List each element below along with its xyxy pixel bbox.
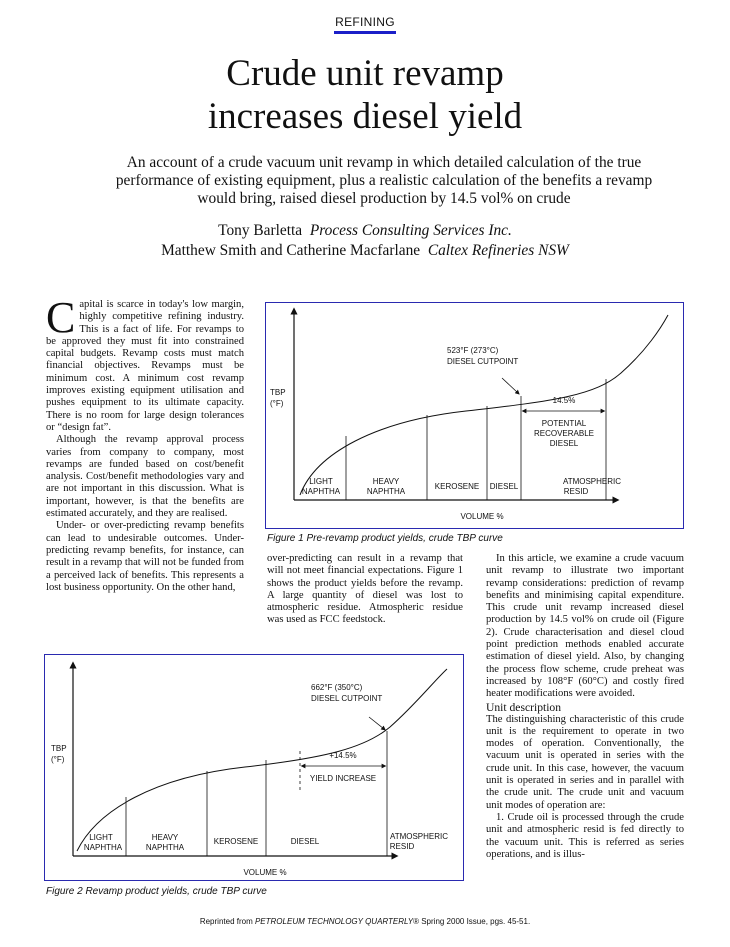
cutpoint-temp: 523°F (273°C) xyxy=(447,346,499,355)
article-title-line2: increases diesel yield xyxy=(207,96,523,137)
y-axis-label: TBP xyxy=(270,388,286,397)
journal-name: PETROLEUM TECHNOLOGY QUARTERLY xyxy=(254,917,414,926)
body-paragraph: 1. Crude oil is processed through the crude unit and atmospheric resid is fed directly to the vacuum unit. This is referred as series operations, and is illus- xyxy=(486,811,684,860)
zone-label: HEAVY xyxy=(372,477,400,486)
body-column-2 xyxy=(267,553,463,627)
span-note: RECOVERABLE xyxy=(533,429,595,438)
zone-label: RESID xyxy=(389,842,415,851)
tbp-curve xyxy=(77,669,447,851)
y-axis-unit: (°F) xyxy=(51,755,65,764)
author-name: Matthew Smith and Catherine Macfarlane xyxy=(161,242,421,259)
reprint-footer: Reprinted from PETROLEUM TECHNOLOGY QUARTERLY® Spring 2000 Issue, pgs. 45-51. xyxy=(199,917,531,926)
figure-2 xyxy=(44,654,464,881)
figure-1-chart xyxy=(266,303,683,528)
figure-1 xyxy=(265,302,684,529)
author-affiliation: Caltex Refineries NSW xyxy=(427,242,569,259)
body-paragraph: Under- or over-predicting revamp benefits can lead to undesirable outcomes. Under-predicting revamp benefits, for instance, can result in a revamp that will not be funded from a perceived lack of benefits. This represents a lost business opportunity. On the other hand, xyxy=(46,520,244,593)
cutpoint-temp: 662°F (350°C) xyxy=(311,683,363,692)
y-axis-label: TBP xyxy=(51,744,67,753)
figure-1-caption: Figure 1 Pre-revamp product yields, crude TBP curve xyxy=(267,533,503,544)
x-axis-label: VOLUME % xyxy=(243,868,287,877)
section-heading: Unit description xyxy=(486,700,562,714)
zone-label: NAPHTHA xyxy=(83,843,123,852)
zone-label: ATMOSPHERIC xyxy=(562,477,622,486)
zone-label: KEROSENE xyxy=(213,837,259,846)
body-column-1 xyxy=(46,293,244,594)
span-value: 14.5% xyxy=(552,396,576,405)
author-name: Tony Barletta xyxy=(218,222,303,239)
cutpoint-pointer xyxy=(502,378,518,393)
figure-2-caption: Figure 2 Revamp product yields, crude TBP curve xyxy=(46,886,267,897)
body-paragraph: The distinguishing characteristic of this crude unit is the requirement to operate in two modes of operation. Conventionally, the vacuum unit is operated in series with the crude unit. In this case, however, the vacuum unit is operated in series and in parallel with the crude unit. The crude unit and vacuum unit modes of operation are: xyxy=(486,713,684,811)
span-note: POTENTIAL xyxy=(541,419,587,428)
cutpoint-pointer xyxy=(369,717,384,729)
body-paragraph: Capital is scarce in today's low margin, highly competitive refining industry. This is a fact of life. For revamps to be approved they must fit into constrained capital budgets. Revamp costs must match financial objectives. Revamps must be minimum cost. A minimum cost revamp improves existing equipment utilisation and pushes equipment to its ultimate capacity. There is no room for large design tolerances or “design fat”. xyxy=(46,293,244,433)
zone-label: RESID xyxy=(563,487,589,496)
span-value: +14.5% xyxy=(329,751,357,760)
cutpoint-label: DIESEL CUTPOINT xyxy=(447,357,519,366)
section-label: REFINING xyxy=(335,15,395,29)
body-paragraph: over-predicting can result in a revamp that will not meet financial expectations. Figure 1 shows the product yields before the revamp. A large quantity of diesel was lost to atmospheric residue. Atmospheric residue was used as FCC feedstock. xyxy=(267,553,463,626)
author-line-2 xyxy=(0,241,730,261)
zone-label: LIGHT xyxy=(309,477,333,486)
cutpoint-label: DIESEL CUTPOINT xyxy=(311,694,383,703)
standfirst: An account of a crude vacuum unit revamp in which detailed calculation of the true performance of existing equipment, plus a realistic calculation of the benefits a revamp would bring, raised diesel production by 14.5 vol% on crude xyxy=(115,154,653,207)
article-title-line1: Crude unit revamp xyxy=(226,53,504,94)
body-column-3 xyxy=(486,553,684,861)
tbp-curve xyxy=(300,315,668,495)
body-paragraph: Although the revamp approval process varies from company to company, most revamps are funded based on cost/benefit analysis. Cost/benefit methodologies vary and are not important in this discussion. What is important, however, is that the benefits are estimated accurately, and they are realised. xyxy=(46,434,244,520)
zone-label: NAPHTHA xyxy=(366,487,406,496)
y-axis-unit: (°F) xyxy=(270,399,284,408)
author-affiliation: Process Consulting Services Inc. xyxy=(309,222,512,239)
zone-label: LIGHT xyxy=(89,833,113,842)
figure-2-chart xyxy=(45,655,463,880)
zone-label: DIESEL xyxy=(290,837,320,846)
x-axis-label: VOLUME % xyxy=(460,512,504,521)
span-note: DIESEL xyxy=(549,439,579,448)
drop-cap: C xyxy=(46,293,76,342)
zone-label: ATMOSPHERIC xyxy=(389,832,449,841)
zone-label: HEAVY xyxy=(151,833,179,842)
body-paragraph: In this article, we examine a crude vacuum unit revamp to illustrate two important revamp considerations: prediction of revamp benefits and minimising capital expenditure. This crude unit revamp increased diesel production by 14.5 vol% on crude oil (Figure 2). Crude characterisation and diesel cloud point prediction methods enabled accurate estimation of diesel yield. Also, by changing the process flow scheme, crude preheat was increased by 108°F (60°C) and costly fired heater modifications were avoided. xyxy=(486,553,684,700)
zone-label: NAPHTHA xyxy=(301,487,341,496)
span-note: YIELD INCREASE xyxy=(309,774,377,783)
author-line-1 xyxy=(0,221,730,241)
zone-label: KEROSENE xyxy=(434,482,480,491)
zone-label: DIESEL xyxy=(489,482,519,491)
zone-label: NAPHTHA xyxy=(145,843,185,852)
section-underline xyxy=(334,31,396,34)
